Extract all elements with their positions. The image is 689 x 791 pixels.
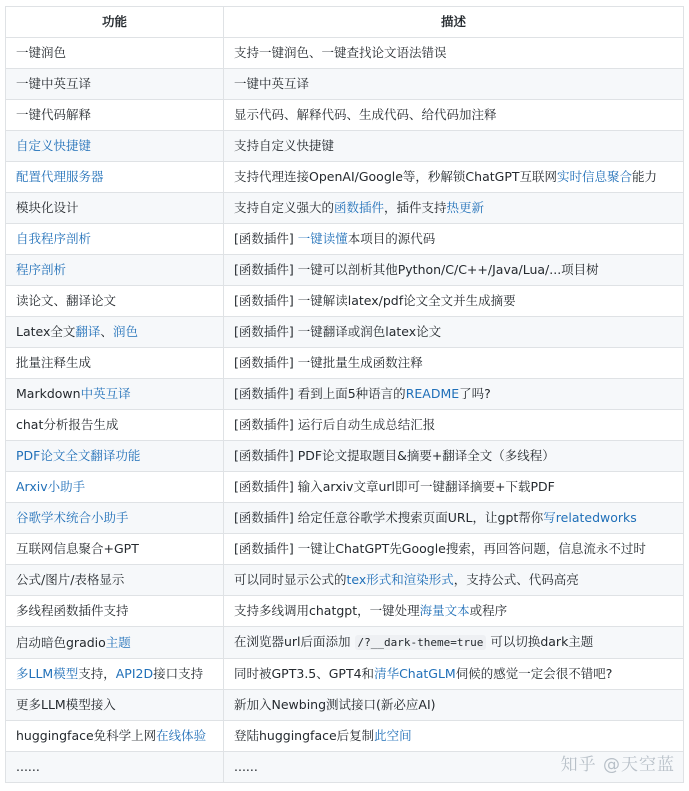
cell-text: ，插件支持 [384,200,447,215]
cell-text: 同时被GPT3.5、GPT4和 [234,666,375,681]
cell-text: 一键润色 [16,45,67,60]
table-row [6,131,684,162]
description-cell [224,224,684,255]
inline-link[interactable]: README [405,386,460,401]
feature-cell [6,534,224,565]
cell-text: [函数插件] 一键让ChatGPT先Google搜索，再回答问题，信息流永不过时 [234,541,646,556]
cell-text: 一键代码解释 [16,107,92,122]
description-cell [224,534,684,565]
cell-text: 多线程函数插件支持 [16,603,129,618]
cell-text: 或程序 [469,603,508,618]
cell-text: chat分析报告生成 [16,417,119,432]
header-feature: 功能 [6,7,224,38]
feature-cell [6,162,224,193]
feature-cell [6,690,224,721]
inline-link[interactable]: 在线体验 [156,728,207,743]
inline-code: /?__dark-theme=true [355,635,487,650]
description-cell [224,317,684,348]
table-row [6,627,684,659]
inline-link[interactable]: 清华ChatGLM [374,666,456,681]
inline-link[interactable]: 写relatedworks [543,510,637,525]
table-row [6,162,684,193]
inline-link[interactable]: 实时信息聚合 [557,169,633,184]
cell-text: 一键中英互译 [16,76,92,91]
cell-text: 了吗? [459,386,491,401]
inline-link[interactable]: 此空间 [374,728,412,743]
table-row [6,317,684,348]
feature-cell [6,503,224,534]
cell-text: [函数插件] 给定任意谷歌学术搜索页面URL，让gpt帮你 [234,510,544,525]
description-cell [224,193,684,224]
table-row [6,100,684,131]
description-cell [224,38,684,69]
inline-link[interactable]: PDF论文全文翻译功能 [16,448,141,463]
table-row [6,472,684,503]
table-header-row [6,7,684,38]
description-cell [224,348,684,379]
inline-link[interactable]: Arxiv小助手 [16,479,86,494]
cell-text: [函数插件] 一键翻译或润色latex论文 [234,324,442,339]
inline-link[interactable]: 自定义快捷键 [16,138,92,153]
table-row [6,224,684,255]
feature-cell [6,286,224,317]
feature-cell [6,721,224,752]
cell-text: [函数插件] 一键可以剖析其他Python/C/C++/Java/Lua/...项目树 [234,262,599,277]
description-cell [224,286,684,317]
description-cell [224,627,684,659]
cell-text: [函数插件] 输入arxiv文章url即可一键翻译摘要+下载PDF [234,479,555,494]
description-cell [224,721,684,752]
feature-cell [6,659,224,690]
cell-text: 本项目的源代码 [347,231,436,246]
zhihu-watermark: 知乎 @天空蓝 [560,755,675,775]
description-cell [224,100,684,131]
cell-text: [函数插件] 看到上面5种语言的 [234,386,406,401]
feature-cell [6,38,224,69]
description-cell [224,69,684,100]
cell-text: 支持自定义强大的 [234,200,335,215]
inline-link[interactable]: 翻译 [75,324,101,339]
inline-link[interactable]: API2D [115,666,154,681]
inline-link[interactable]: 一键读懂 [297,231,348,246]
cell-text: 可以同时显示公式的 [234,572,347,587]
feature-cell [6,100,224,131]
table-row [6,379,684,410]
table-row [6,348,684,379]
cell-text: Markdown [16,386,81,401]
cell-text: [函数插件] [234,231,298,246]
inline-link[interactable]: 多LLM模型 [16,666,79,681]
cell-text: [函数插件] 一键解读latex/pdf论文全文并生成摘要 [234,293,516,308]
table-row [6,534,684,565]
description-cell [224,472,684,503]
inline-link[interactable]: tex形式和渲染形式 [346,572,454,587]
inline-link[interactable]: 谷歌学术统合小助手 [16,510,129,525]
table-row [6,38,684,69]
cell-text: [函数插件] PDF论文提取题目&摘要+翻译全文（多线程） [234,448,555,463]
description-cell [224,565,684,596]
inline-link[interactable]: 热更新 [446,200,485,215]
header-description: 描述 [224,7,684,38]
description-cell [224,379,684,410]
cell-text: 支持一键润色、一键查找论文语法错误 [234,45,447,60]
cell-text: 在浏览器url后面添加 [234,634,355,649]
table-row [6,596,684,627]
inline-link[interactable]: 配置代理服务器 [16,169,104,184]
table-row [6,69,684,100]
inline-link[interactable]: 海量文本 [419,603,470,618]
cell-text: 能力 [632,169,658,184]
table-row [6,286,684,317]
cell-text: 伺候的感觉一定会很不错吧? [455,666,613,681]
table-row [6,659,684,690]
cell-text: 读论文、翻译论文 [16,293,117,308]
cell-text: 接口支持 [153,666,204,681]
cell-text: 新加入Newbing测试接口(新必应AI) [234,697,436,712]
table-row [6,193,684,224]
description-cell [224,131,684,162]
feature-cell [6,565,224,596]
description-cell [224,255,684,286]
cell-text: 启动暗色gradio [16,634,106,650]
feature-cell [6,379,224,410]
cell-text: 支持， [78,666,116,681]
cell-text: 模块化设计 [16,200,79,215]
cell-text: 批量注释生成 [16,355,92,370]
table-row [6,255,684,286]
cell-text: [函数插件] 一键批量生成函数注释 [234,355,423,370]
cell-text: 、 [100,324,113,339]
feature-cell [6,131,224,162]
table-row [6,721,684,752]
cell-text: 登陆huggingface后复制 [234,728,375,743]
cell-text: 更多LLM模型接入 [16,697,116,712]
feature-table-container [5,6,683,783]
description-cell [224,410,684,441]
cell-text: 互联网信息聚合+GPT [16,541,139,556]
cell-text: ...... [234,759,258,774]
cell-text: ，支持公式、代码高亮 [453,572,579,587]
inline-link[interactable]: 主题 [105,634,131,650]
description-cell [224,441,684,472]
feature-cell [6,317,224,348]
feature-cell [6,627,224,659]
table-row [6,690,684,721]
cell-text: 公式/图片/表格显示 [16,572,125,587]
feature-cell [6,441,224,472]
cell-text: 一键中英互译 [234,76,310,91]
table-row [6,441,684,472]
inline-link[interactable]: 函数插件 [334,200,385,215]
inline-link[interactable]: 自我程序剖析 [16,231,92,246]
cell-text: 支持多线调用chatgpt，一键处理 [234,603,420,618]
description-cell [224,690,684,721]
inline-link[interactable]: 程序剖析 [16,262,67,277]
description-cell [224,503,684,534]
feature-cell [6,472,224,503]
cell-text: ...... [16,759,40,774]
cell-text: huggingface免科学上网 [16,728,157,743]
feature-cell [6,348,224,379]
cell-text: [函数插件] 运行后自动生成总结汇报 [234,417,436,432]
feature-table [5,6,684,783]
table-body [6,38,684,783]
cell-text: 支持自定义快捷键 [234,138,335,153]
cell-text: 显示代码、解释代码、生成代码、给代码加注释 [234,107,497,122]
description-cell [224,596,684,627]
description-cell [224,162,684,193]
table-row [6,565,684,596]
feature-cell [6,752,224,783]
table-row [6,503,684,534]
table-row [6,410,684,441]
cell-text: 支持代理连接OpenAI/Google等，秒解锁ChatGPT互联网 [234,169,557,184]
feature-cell [6,255,224,286]
feature-cell [6,596,224,627]
cell-text: Latex全文 [16,324,76,339]
feature-cell [6,224,224,255]
inline-link[interactable]: 润色 [112,324,138,339]
feature-cell [6,410,224,441]
cell-text: 可以切换dark主题 [486,634,594,649]
inline-link[interactable]: 中英互译 [80,386,131,401]
feature-cell [6,69,224,100]
feature-cell [6,193,224,224]
description-cell [224,659,684,690]
